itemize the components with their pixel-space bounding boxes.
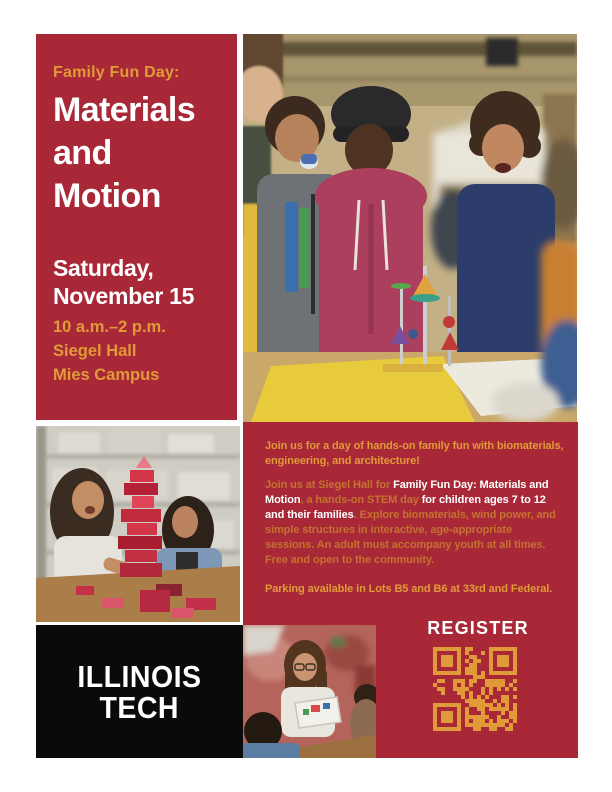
details-segment-2: Family Fun Day: Materials and Motion [265, 479, 549, 506]
header-panel [36, 34, 237, 420]
event-date-line-2: November 15 [53, 283, 195, 309]
eyebrow-text: Family Fun Day: [53, 64, 180, 81]
photo-instructor-tablet-art [243, 625, 376, 758]
logo-line-1: ILLINOIS [77, 658, 202, 694]
title-line-1: Materials [53, 91, 196, 129]
event-date-line-1: Saturday, [53, 255, 154, 281]
photo-children-stem-table-art [243, 34, 577, 422]
event-location-campus: Mies Campus [53, 366, 160, 384]
register-label: REGISTER [427, 618, 529, 638]
details-segment-3: , a hands-on STEM day [300, 494, 422, 506]
title-line-2: and [53, 134, 112, 172]
qr-finder-bottom-left-icon [433, 703, 461, 731]
page-title [53, 89, 227, 218]
photo-kids-red-blocks-art [36, 426, 240, 622]
title-line-3: Motion [53, 177, 161, 215]
event-location-hall: Siegel Hall [53, 342, 137, 360]
event-date [53, 254, 227, 310]
qr-code [433, 647, 517, 731]
qr-finder-top-left-icon [433, 647, 461, 675]
photo-kids-red-blocks [36, 426, 240, 622]
details-segment-5: . Explore biomaterials, wind power, and simple structures in interactive, age-appropriate sessions. An adult must accompany youth at all times. Free and open to the community. [265, 509, 556, 566]
logo-line-2: TECH [99, 689, 180, 725]
qr-finder-top-right-icon [489, 647, 517, 675]
photo-children-stem-table [243, 34, 577, 422]
photo-instructor-tablet [243, 625, 376, 758]
parking-paragraph: Parking available in Lots B5 and B6 at 33rd and Federal. [265, 583, 553, 595]
event-time: 10 a.m.–2 p.m. [53, 318, 166, 336]
intro-paragraph: Join us for a day of hands-on family fun with biomaterials, engineering, and architecture! [265, 440, 564, 467]
details-paragraph [265, 478, 564, 568]
details-segment-4: for children ages 7 to 12 and their families [265, 494, 546, 521]
illinois-tech-logo [36, 625, 243, 758]
details-segment-1: Join us at Siegel Hall for [265, 479, 394, 491]
